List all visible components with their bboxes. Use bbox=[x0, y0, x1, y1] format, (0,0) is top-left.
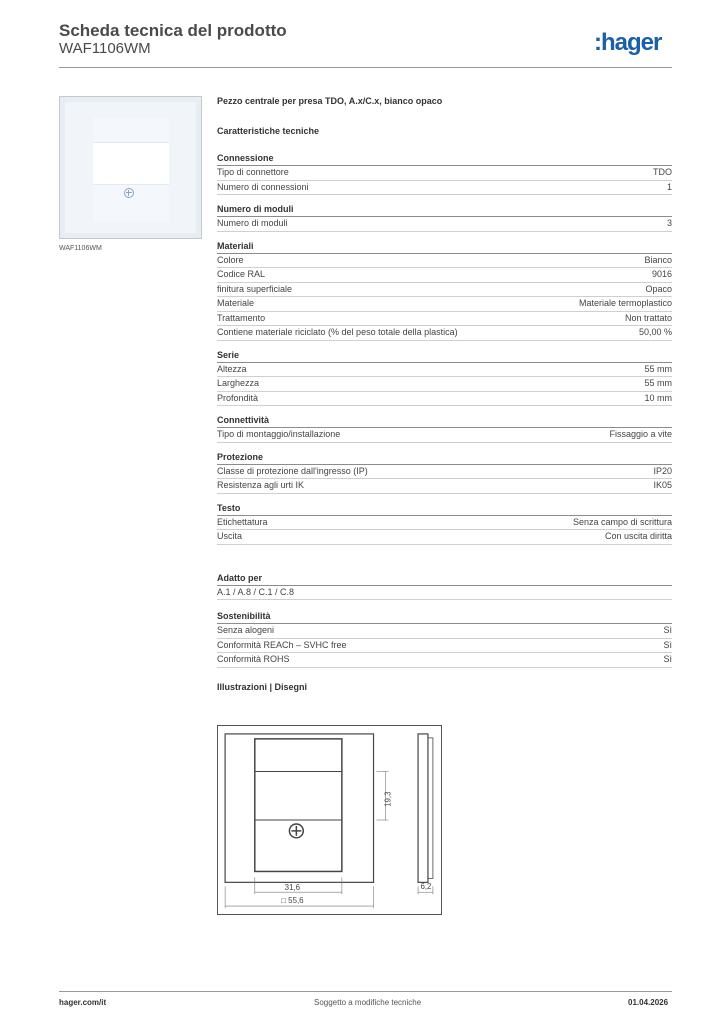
row-value: Sì bbox=[663, 654, 672, 664]
row-value: A.1 / A.8 / C.1 / C.8 bbox=[217, 586, 295, 597]
row-value: Bianco bbox=[644, 254, 672, 265]
row-value: IK05 bbox=[653, 480, 672, 490]
dim-height-label: 19,3 bbox=[383, 791, 393, 807]
row-value: 9016 bbox=[651, 269, 672, 279]
row-label: Colore bbox=[217, 254, 244, 265]
section-title: Sostenibilità bbox=[217, 610, 672, 624]
table-row bbox=[217, 586, 672, 601]
drawing-side-view bbox=[418, 734, 428, 882]
spec-section bbox=[217, 152, 672, 195]
footer-note: Soggetto a modifiche tecniche bbox=[314, 998, 422, 1007]
technical-drawing bbox=[217, 725, 442, 915]
dim-width-label: 31,6 bbox=[284, 883, 301, 893]
product-code: WAF1106WM bbox=[59, 40, 151, 57]
row-value: Sì bbox=[663, 625, 672, 635]
drawing-frame-outer bbox=[225, 734, 373, 882]
row-label: Contiene materiale riciclato (% del peso totale della plastica) bbox=[217, 327, 458, 337]
characteristics-title: Caratteristiche tecniche bbox=[217, 126, 320, 136]
spec-content bbox=[217, 96, 672, 692]
row-label: Conformità REACh – SVHC free bbox=[217, 639, 347, 650]
section-title: Connettività bbox=[217, 414, 672, 428]
section-title: Materiali bbox=[217, 240, 672, 254]
row-value: TDO bbox=[653, 167, 672, 177]
row-label: Tipo di montaggio/installazione bbox=[217, 429, 341, 439]
row-label: Senza alogeni bbox=[217, 625, 275, 635]
section-title: Adatto per bbox=[217, 572, 672, 586]
section-title: Numero di moduli bbox=[217, 203, 672, 217]
row-value: Fissaggio a vite bbox=[609, 429, 672, 439]
row-value: Materiale termoplastico bbox=[578, 298, 672, 308]
header-divider bbox=[59, 67, 672, 68]
table-row bbox=[217, 217, 672, 232]
row-value: 1 bbox=[666, 181, 672, 192]
table-row bbox=[217, 530, 672, 545]
spec-sections bbox=[217, 152, 672, 545]
row-label: Tipo di connettore bbox=[217, 167, 289, 177]
row-value: 50,00 % bbox=[638, 327, 672, 337]
table-row bbox=[217, 312, 672, 327]
row-label: Uscita bbox=[217, 531, 243, 541]
image-caption: WAF1106WM bbox=[59, 245, 102, 252]
row-label: Materiale bbox=[217, 298, 255, 308]
row-value: Sì bbox=[663, 639, 672, 650]
product-image bbox=[59, 96, 202, 239]
row-label: Profondità bbox=[217, 392, 259, 403]
table-row bbox=[217, 363, 672, 378]
table-row bbox=[217, 639, 672, 654]
row-label: Altezza bbox=[217, 363, 247, 374]
hager-logo[interactable] bbox=[594, 29, 661, 57]
table-row bbox=[217, 479, 672, 494]
spec-section bbox=[217, 502, 672, 545]
footer-date: 01.04.2026 bbox=[628, 998, 669, 1007]
table-row bbox=[217, 268, 672, 283]
row-label: Trattamento bbox=[217, 312, 266, 323]
table-row bbox=[217, 653, 672, 668]
table-row bbox=[217, 181, 672, 196]
row-label: Larghezza bbox=[217, 378, 260, 388]
section-title: Protezione bbox=[217, 451, 672, 465]
section-title: Testo bbox=[217, 502, 672, 516]
row-value: Senza campo di scrittura bbox=[572, 516, 672, 527]
spec-section bbox=[217, 451, 672, 494]
row-value: 55 mm bbox=[644, 363, 672, 374]
table-row bbox=[217, 283, 672, 298]
table-row bbox=[217, 624, 672, 639]
table-row bbox=[217, 516, 672, 531]
drawing-insert bbox=[255, 739, 342, 872]
table-row bbox=[217, 297, 672, 312]
row-value: IP20 bbox=[653, 465, 672, 476]
table-row bbox=[217, 326, 672, 341]
screw-icon bbox=[124, 188, 134, 198]
footer-divider bbox=[59, 991, 672, 992]
logo-text: hager bbox=[601, 29, 662, 56]
illustrations-title: Illustrazioni | Disegni bbox=[217, 681, 308, 692]
row-value: 10 mm bbox=[644, 392, 672, 403]
table-row bbox=[217, 465, 672, 480]
spec-section bbox=[217, 203, 672, 232]
section-title: Serie bbox=[217, 349, 672, 363]
table-row bbox=[217, 166, 672, 181]
row-value: 55 mm bbox=[644, 378, 672, 388]
row-value: Non trattato bbox=[624, 312, 672, 323]
dim-square-label: □ 55,6 bbox=[281, 896, 304, 906]
table-row bbox=[217, 428, 672, 443]
footer-website-link[interactable]: hager.com/it bbox=[59, 998, 107, 1007]
page-title: Scheda tecnica del prodotto bbox=[59, 21, 287, 40]
row-value: Con uscita diritta bbox=[604, 531, 672, 541]
suitable-section bbox=[217, 572, 672, 601]
product-description: Pezzo centrale per presa TDO, A.x/C.x, bianco opaco bbox=[217, 96, 443, 106]
row-value: 3 bbox=[666, 218, 672, 228]
table-row bbox=[217, 392, 672, 407]
row-label: Conformità ROHS bbox=[217, 654, 290, 664]
row-label: Resistenza agli urti IK bbox=[217, 480, 305, 490]
row-value: Opaco bbox=[645, 283, 672, 294]
logo-mark: : bbox=[594, 29, 601, 56]
row-label: finitura superficiale bbox=[217, 283, 293, 294]
row-label: Classe di protezione dall'ingresso (IP) bbox=[217, 465, 368, 476]
row-label: Codice RAL bbox=[217, 269, 266, 279]
row-label: Etichettatura bbox=[217, 516, 268, 527]
table-row bbox=[217, 254, 672, 269]
section-title: Connessione bbox=[217, 152, 672, 166]
row-label: Numero di connessioni bbox=[217, 181, 309, 192]
sustainability-section bbox=[217, 610, 672, 668]
spec-section bbox=[217, 349, 672, 407]
dim-depth-label: 6,2 bbox=[420, 882, 432, 892]
table-row bbox=[217, 377, 672, 392]
spec-section bbox=[217, 414, 672, 443]
row-label: Numero di moduli bbox=[217, 218, 288, 228]
spec-section bbox=[217, 240, 672, 341]
